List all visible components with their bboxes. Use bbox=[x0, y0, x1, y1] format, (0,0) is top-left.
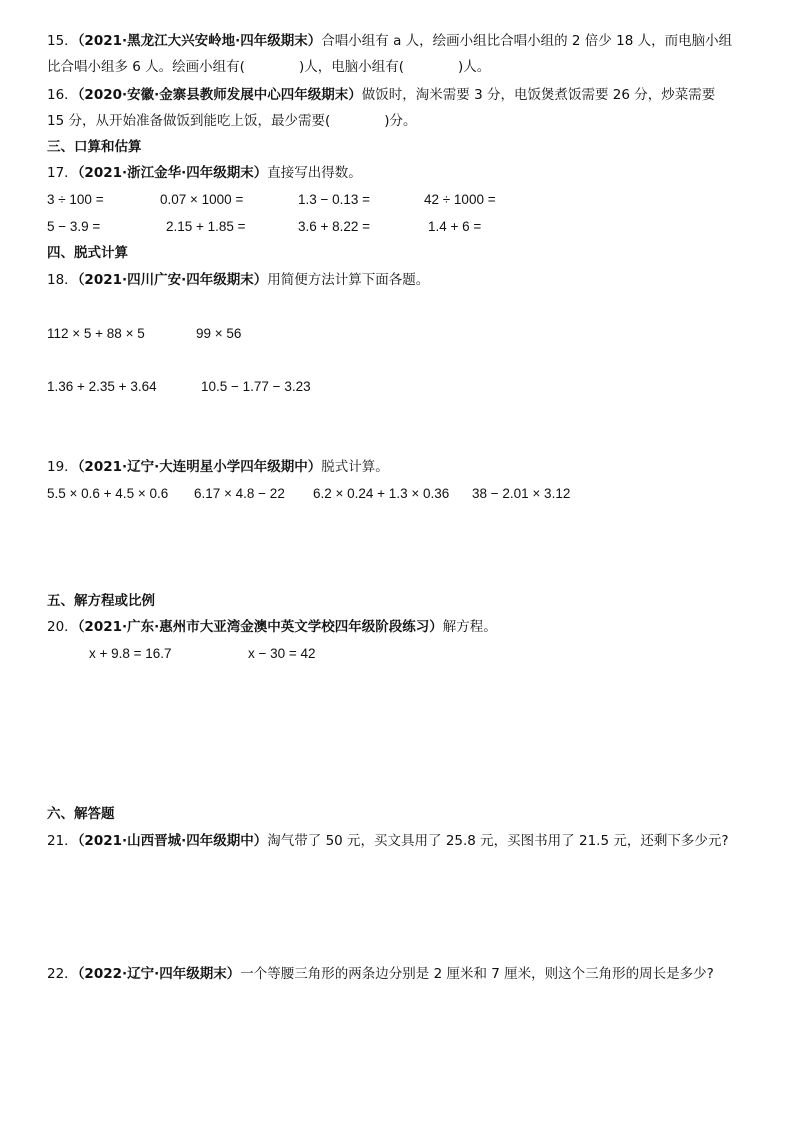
question-15-line-1 bbox=[47, 32, 732, 50]
question-source: （2021·四川广安·四年级期末） bbox=[77, 272, 268, 288]
question-18 bbox=[47, 271, 429, 289]
question-number: 15． bbox=[47, 33, 78, 49]
math-expression: 42 ÷ 1000 = bbox=[424, 192, 496, 207]
question-22 bbox=[47, 965, 714, 983]
question-number: 20． bbox=[47, 619, 78, 635]
question-source: （2020·安徽·金寨县教师发展中心四年级期末） bbox=[77, 87, 362, 103]
question-text: 解方程。 bbox=[442, 619, 497, 635]
question-16-line-1 bbox=[47, 86, 715, 104]
math-expression: 2.15 + 1.85 = bbox=[166, 219, 246, 234]
question-17 bbox=[47, 164, 362, 182]
section-heading-6: 六、解答题 bbox=[47, 806, 115, 822]
math-expression: 6.2 × 0.24 + 1.3 × 0.36 bbox=[313, 486, 450, 501]
math-expression: 99 × 56 bbox=[196, 326, 242, 341]
question-number: 18． bbox=[47, 272, 78, 288]
equation: x − 30 = 42 bbox=[248, 646, 316, 661]
question-text: 淘气带了 50 元，买文具用了 25.8 元，买图书用了 21.5 元，还剩下多少元? bbox=[267, 833, 729, 849]
section-heading-4: 四、脱式计算 bbox=[47, 245, 128, 261]
question-16-line-2: 15 分，从开始准备做饭到能吃上饭，最少需要( )分。 bbox=[47, 113, 417, 129]
math-expression: 3.6 + 8.22 = bbox=[298, 219, 371, 234]
math-expression: 3 ÷ 100 = bbox=[47, 192, 104, 207]
question-source: （2021·浙江金华·四年级期末） bbox=[77, 165, 268, 181]
math-expression: 38 − 2.01 × 3.12 bbox=[472, 486, 571, 501]
math-expression: 112 × 5 + 88 × 5 bbox=[47, 326, 145, 341]
math-expression: 5 − 3.9 = bbox=[47, 219, 101, 234]
math-expression: 6.17 × 4.8 − 22 bbox=[194, 486, 285, 501]
math-expression: 1.36 + 2.35 + 3.64 bbox=[47, 379, 157, 394]
question-number: 21． bbox=[47, 833, 78, 849]
question-source: （2021·黑龙江大兴安岭地·四年级期末） bbox=[77, 33, 322, 49]
question-text: 脱式计算。 bbox=[321, 459, 389, 475]
math-expression: 5.5 × 0.6 + 4.5 × 0.6 bbox=[47, 486, 169, 501]
question-15-line-2: 比合唱小组多 6 人。绘画小组有( )人，电脑小组有( )人。 bbox=[47, 59, 491, 75]
question-text: 直接写出得数。 bbox=[267, 165, 362, 181]
question-20 bbox=[47, 618, 497, 636]
math-expression: 10.5 − 1.77 − 3.23 bbox=[201, 379, 311, 394]
section-heading-5: 五、解方程或比例 bbox=[47, 593, 155, 609]
question-21 bbox=[47, 832, 729, 850]
math-expression: 1.4 + 6 = bbox=[428, 219, 482, 234]
question-number: 17． bbox=[47, 165, 78, 181]
question-text: 一个等腰三角形的两条边分别是 2 厘米和 7 厘米，则这个三角形的周长是多少? bbox=[240, 966, 714, 982]
section-heading-3: 三、口算和估算 bbox=[47, 139, 142, 155]
question-source: （2022·辽宁·四年级期末） bbox=[77, 966, 241, 982]
question-number: 19． bbox=[47, 459, 78, 475]
question-source: （2021·广东·惠州市大亚湾金澳中英文学校四年级阶段练习） bbox=[77, 619, 443, 635]
math-expression: 0.07 × 1000 = bbox=[160, 192, 244, 207]
math-expression: 1.3 − 0.13 = bbox=[298, 192, 371, 207]
question-number: 16． bbox=[47, 87, 78, 103]
equation: x + 9.8 = 16.7 bbox=[89, 646, 172, 661]
question-text: 合唱小组有 a 人，绘画小组比合唱小组的 2 倍少 18 人，而电脑小组 bbox=[321, 33, 733, 49]
question-number: 22． bbox=[47, 966, 78, 982]
question-19 bbox=[47, 458, 389, 476]
question-text: 用简便方法计算下面各题。 bbox=[267, 272, 430, 288]
question-source: （2021·辽宁·大连明星小学四年级期中） bbox=[77, 459, 322, 475]
question-source: （2021·山西晋城·四年级期中） bbox=[77, 833, 268, 849]
question-text: 做饭时，淘米需要 3 分，电饭煲煮饭需要 26 分，炒菜需要 bbox=[361, 87, 716, 103]
